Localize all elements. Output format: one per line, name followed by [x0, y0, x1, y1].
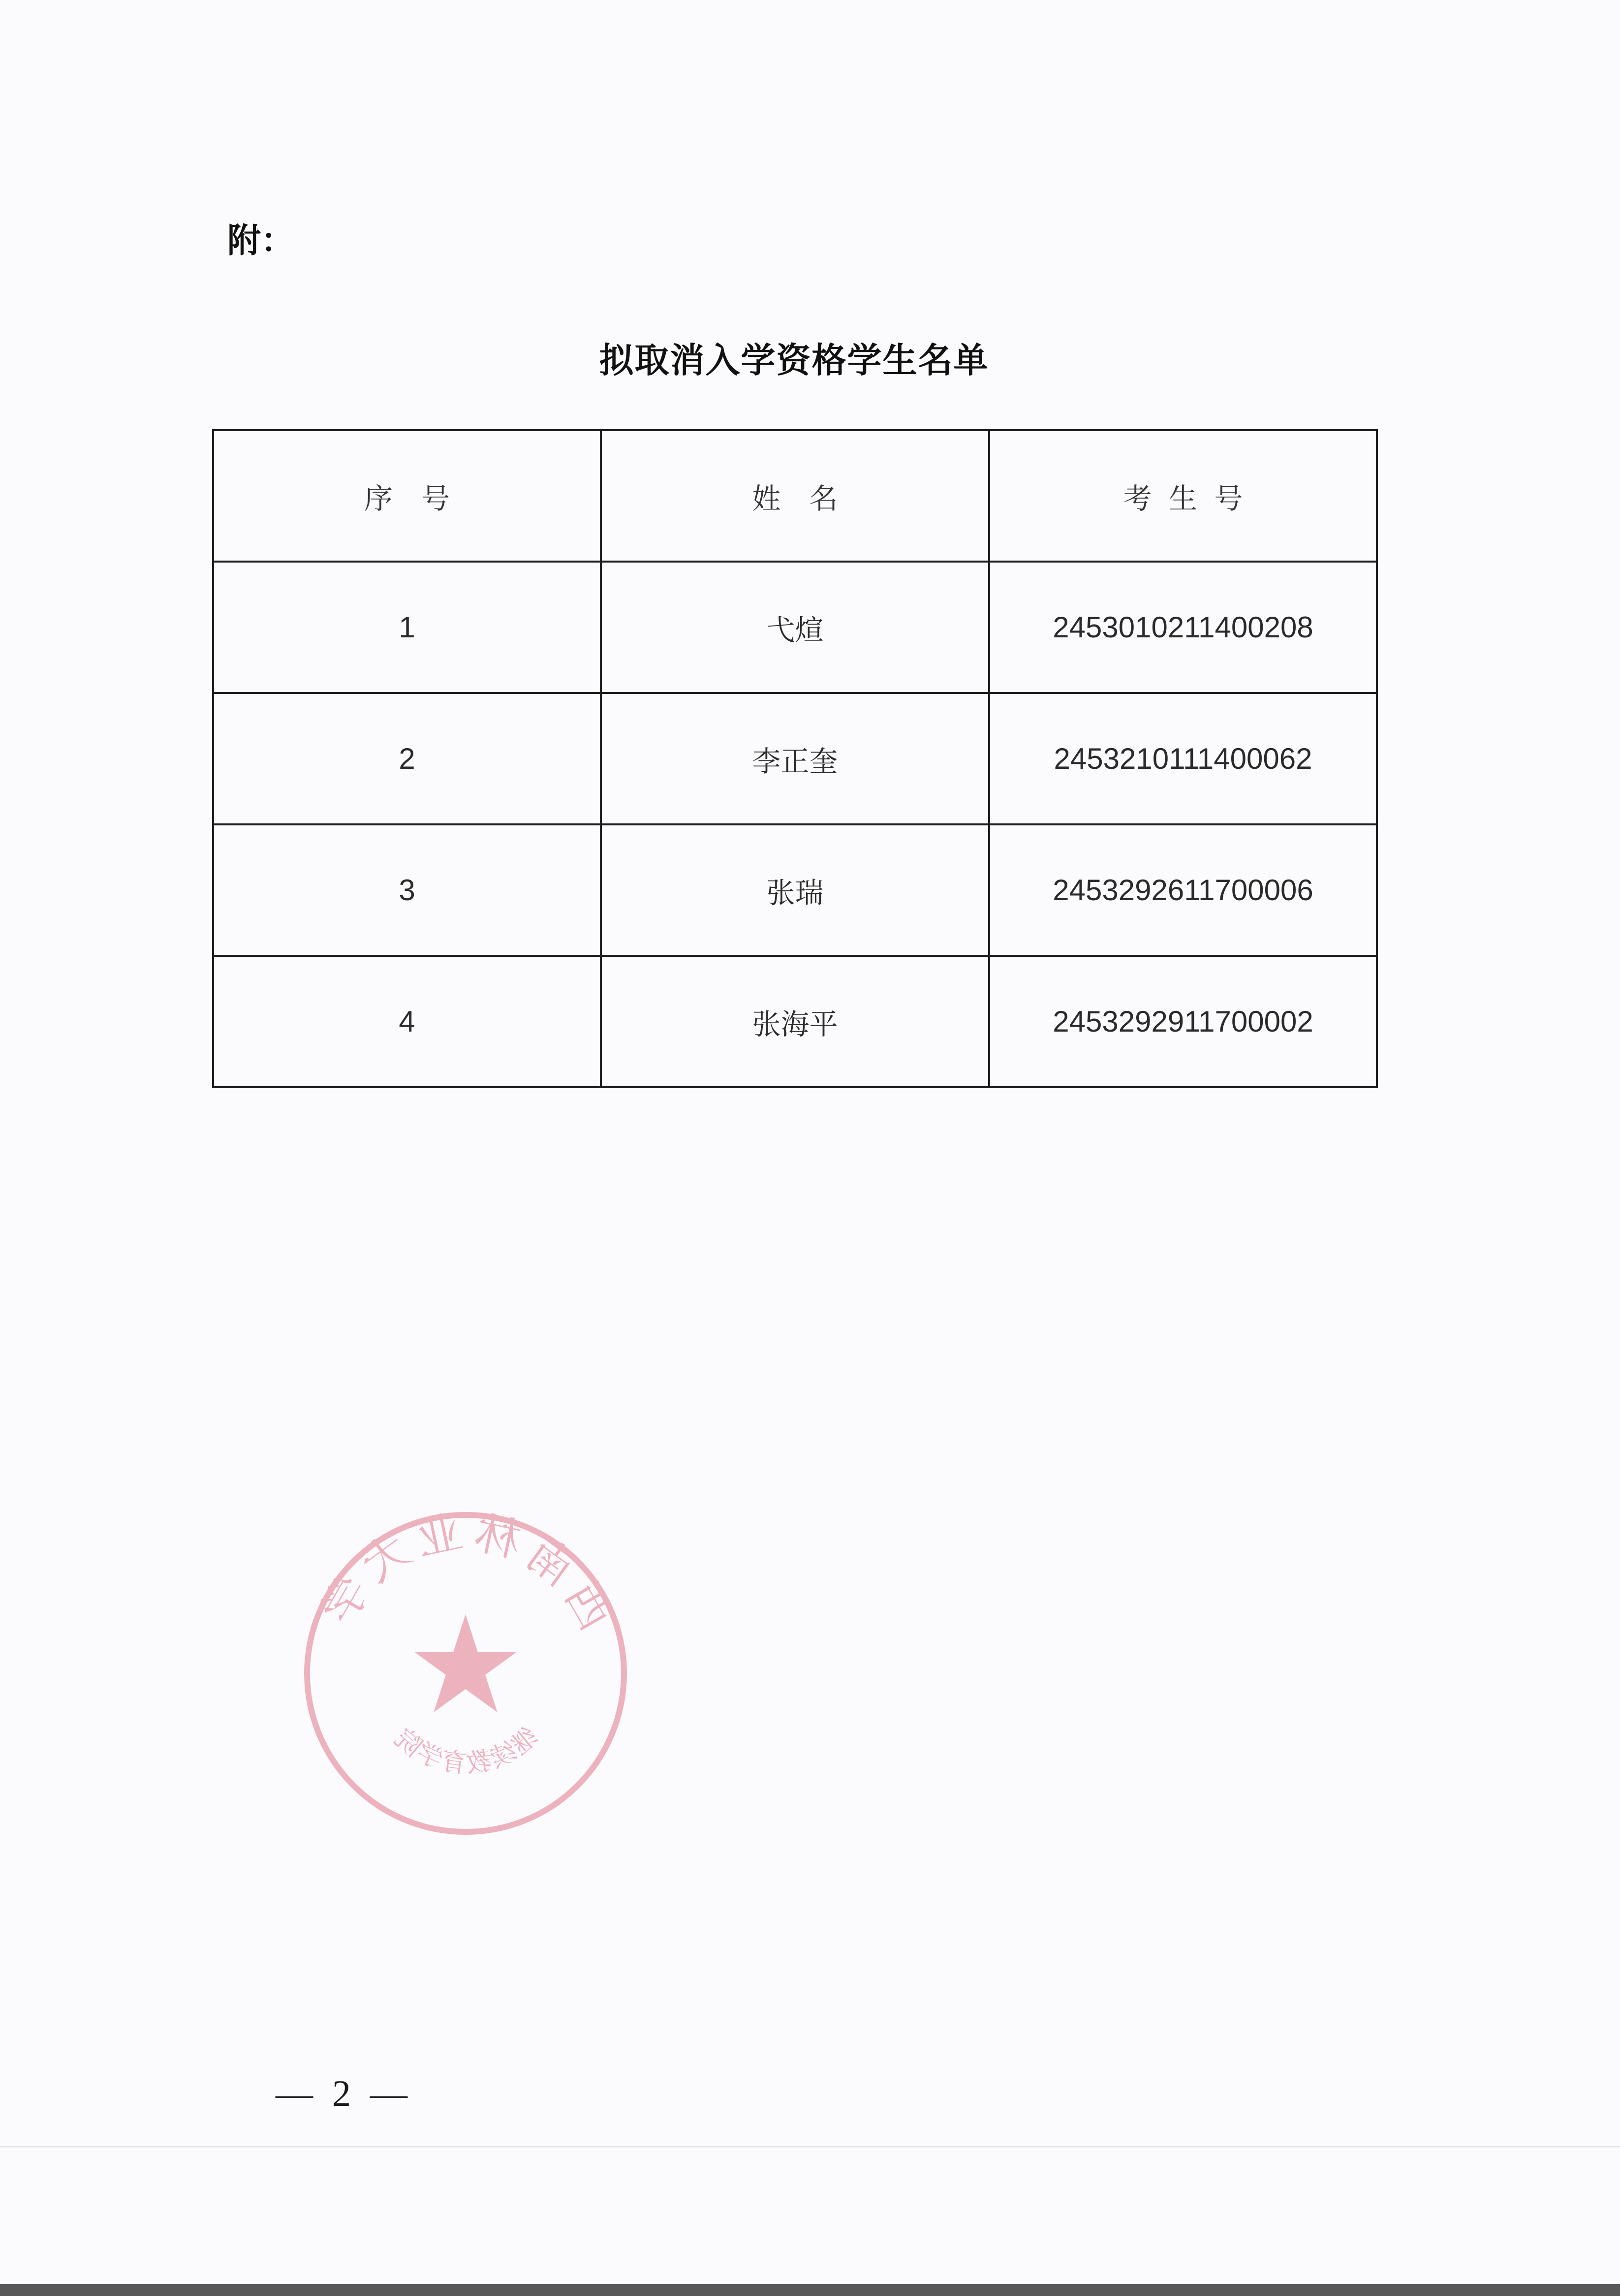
- document-title: 拟取消入学资格学生名单: [599, 340, 989, 380]
- cell-index: 3: [213, 824, 601, 956]
- attachment-label: 附：: [227, 221, 295, 260]
- student-list-table: [212, 429, 1378, 1088]
- page-number: — 2 —: [276, 2073, 412, 2114]
- header-name: 姓 名: [601, 430, 989, 562]
- cell-name: 弋煊: [601, 562, 989, 693]
- cell-exam-number: 2453292911700002: [989, 956, 1377, 1087]
- seal-star-icon: [414, 1614, 517, 1712]
- table-row: [213, 956, 1377, 1087]
- scan-edge-band: [0, 2284, 1620, 2296]
- table-row: [213, 693, 1377, 824]
- table-header-row: [213, 430, 1377, 562]
- header-index: 序 号: [213, 430, 601, 562]
- cell-exam-number: 2453210111400062: [989, 693, 1377, 824]
- cell-exam-number: 2453292611700006: [989, 824, 1377, 956]
- cell-name: 李正奎: [601, 693, 989, 824]
- official-seal: [293, 1501, 638, 1846]
- table-row: [213, 824, 1377, 956]
- cell-index: 4: [213, 956, 601, 1087]
- seal-dept-text: 继续教育学院: [387, 1722, 544, 1779]
- scan-divider-line: [0, 2146, 1620, 2147]
- cell-name: 张瑞: [601, 824, 989, 956]
- cell-index: 2: [213, 693, 601, 824]
- header-exam-number: 考 生 号: [989, 430, 1377, 562]
- cell-name: 张海平: [601, 956, 989, 1087]
- cell-exam-number: 2453010211400208: [989, 562, 1377, 693]
- cell-index: 1: [213, 562, 601, 693]
- seal-name-text: 西南林业大学: [308, 1505, 623, 1639]
- table-row: [213, 562, 1377, 693]
